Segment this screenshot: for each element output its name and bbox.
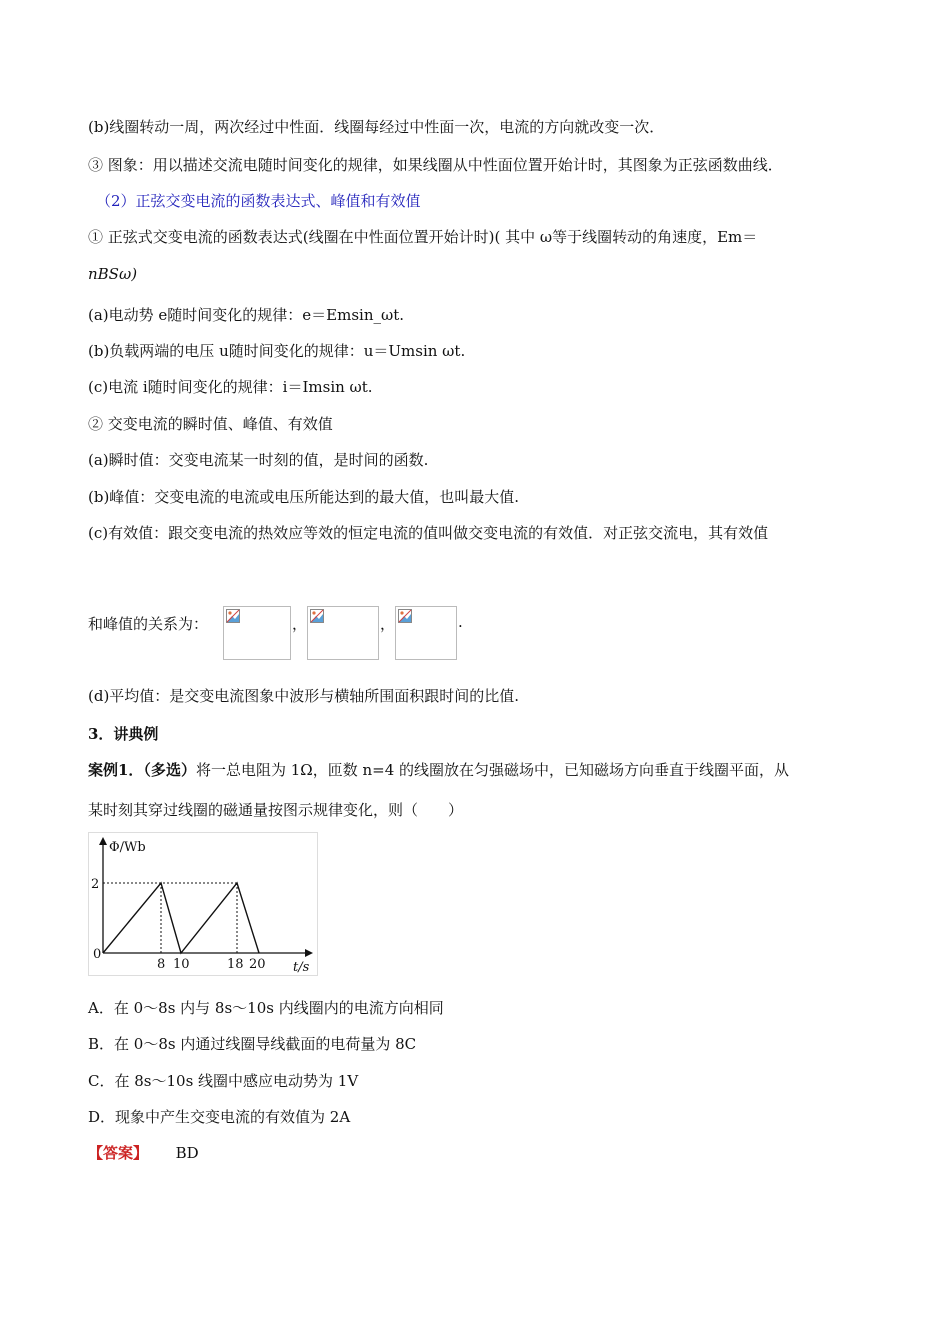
option-b: B．在 0～8s 内通过线圈导线截面的电荷量为 8C — [88, 1035, 417, 1053]
case-label: 案例1．（多选） — [88, 761, 196, 779]
answer-line — [88, 1143, 199, 1163]
origin-label: 0 — [93, 947, 102, 962]
section-heading: （2）正弦交变电流的函数表达式、峰值和有效值 — [96, 192, 421, 210]
text-line: ② 交变电流的瞬时值、峰值、有效值 — [88, 415, 333, 433]
option-c: C．在 8s～10s 线圈中感应电动势为 1V — [88, 1072, 359, 1090]
text-line: (a)瞬时值：交变电流某一时刻的值，是时间的函数. — [88, 451, 429, 469]
y-axis-arrow — [99, 837, 107, 845]
text-line: (b)峰值：交变电流的电流或电压所能达到的最大值，也叫最大值. — [88, 488, 520, 506]
answer-label: 【答案】 — [88, 1144, 149, 1162]
x-tick-label: 8 — [157, 957, 166, 972]
broken-image-icon — [398, 609, 412, 623]
y-tick-label: 2 — [91, 877, 100, 892]
y-axis-label: Φ/Wb — [109, 840, 146, 855]
separator: ， — [292, 615, 308, 633]
graph-svg — [89, 833, 317, 975]
case-line: 某时刻其穿过线圈的磁通量按图示规律变化，则（ ） — [88, 801, 464, 819]
broken-image-placeholder — [307, 606, 379, 660]
x-axis-label: t/s — [293, 960, 310, 975]
broken-image-icon — [226, 609, 240, 623]
text-line: nBSω) — [88, 265, 138, 283]
section-heading: 3．讲典例 — [88, 725, 159, 743]
case-line — [88, 760, 789, 780]
formula-line: (a)电动势 e随时间变化的规律：e＝Emsin_ωt. — [88, 306, 405, 324]
text-line: (d)平均值：是交变电流图象中波形与横轴所围面积跟时间的比值. — [88, 687, 520, 705]
flux-waveform — [103, 883, 259, 953]
flux-time-graph — [88, 832, 318, 976]
x-tick-label: 20 — [249, 957, 266, 972]
option-d: D．现象中产生交变电流的有效值为 2A — [88, 1108, 351, 1126]
formula-line: (c)电流 i随时间变化的规律：i＝Imsin ωt. — [88, 378, 373, 396]
formula-line: (b)负载两端的电压 u随时间变化的规律：u＝Umsin ωt. — [88, 342, 466, 360]
text-line: ① 正弦式交变电流的函数表达式(线圈在中性面位置开始计时)( 其中 ω等于线圈转动的角速度，Em＝ — [88, 228, 758, 246]
broken-image-placeholder — [395, 606, 457, 660]
x-tick-label: 10 — [173, 957, 190, 972]
separator: . — [458, 613, 463, 631]
option-a: A．在 0～8s 内与 8s～10s 内线圈内的电流方向相同 — [88, 999, 444, 1017]
separator: ， — [380, 615, 396, 633]
text-line: 和峰值的关系为： — [88, 615, 209, 633]
x-axis-arrow — [305, 949, 313, 957]
case-text: 将一总电阻为 1Ω，匝数 n=4 的线圈放在匀强磁场中，已知磁场方向垂直于线圈平面，从 — [195, 761, 790, 779]
text-line: (b)线圈转动一周，两次经过中性面．线圈每经过中性面一次，电流的方向就改变一次． — [88, 118, 665, 136]
answer-value: BD — [175, 1144, 199, 1162]
broken-image-placeholder — [223, 606, 291, 660]
text-line: ③ 图象：用以描述交流电随时间变化的规律，如果线圈从中性面位置开始计时，其图象为正弦函数曲线． — [88, 156, 783, 174]
broken-image-icon — [310, 609, 324, 623]
text-line: (c)有效值：跟交变电流的热效应等效的恒定电流的值叫做交变电流的有效值．对正弦交流电，其有效值 — [88, 524, 769, 542]
x-tick-label: 18 — [227, 957, 244, 972]
